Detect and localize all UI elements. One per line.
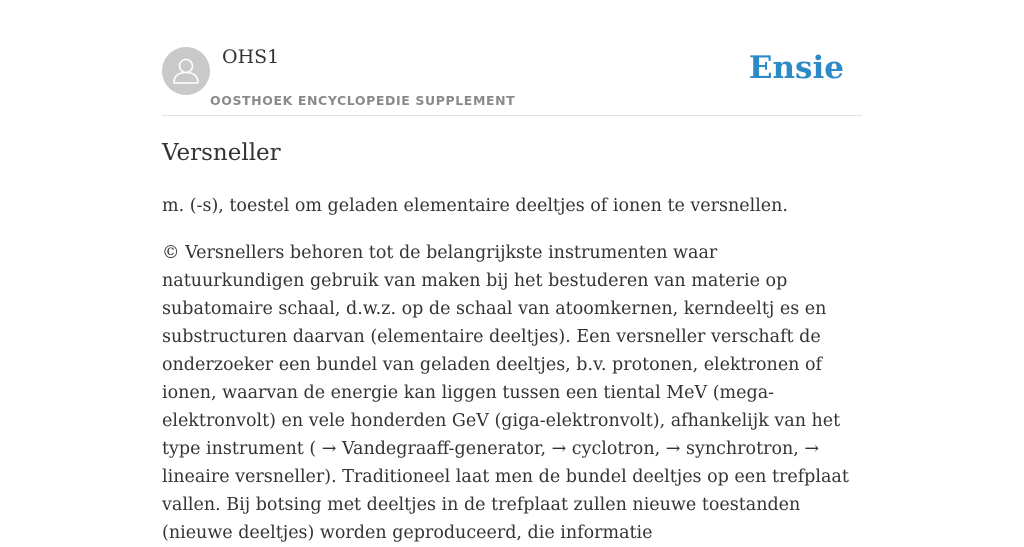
entry-title: Versneller [162,140,281,166]
header [162,0,862,116]
entry-intro: m. (-s), toestel om geladen elementaire deeltjes of ionen te versnellen. [162,196,788,216]
avatar[interactable] [162,47,210,95]
entry-description: © Versnellers behoren tot de belangrijkste instrumenten waar natuurkundigen gebruik van maken bij het bestuderen van materie op subatomaire schaal, d.w.z. op de schaal van atoomkernen, kerndeeltj es en substructuren daarvan (elementaire deeltjes). Een versneller verschaft de onderzoeker een bundel van geladen deeltjes, b.v. protonen, elektronen of ionen, waarvan de energie kan liggen tussen een tiental MeV (mega-elektronvolt) en vele honderden GeV (giga-elektronvolt), afhankelijk van het type instrument ( → Vandegraaff-generator, → cyclotron, → synchrotron, → lineaire versneller). Traditioneel laat men de bundel deeltjes op een trefplaat vallen. Bij botsing met deeltjes in de trefplaat zullen nieuwe toestanden (nieuwe deeltjes) worden geproduceerd, die informatie [162,243,849,543]
author-name[interactable]: OHS1 [222,46,280,68]
user-icon [162,47,210,95]
ensie-logo[interactable]: Ensie [748,50,844,86]
source-name[interactable]: OOSTHOEK ENCYCLOPEDIE SUPPLEMENT [210,93,516,108]
